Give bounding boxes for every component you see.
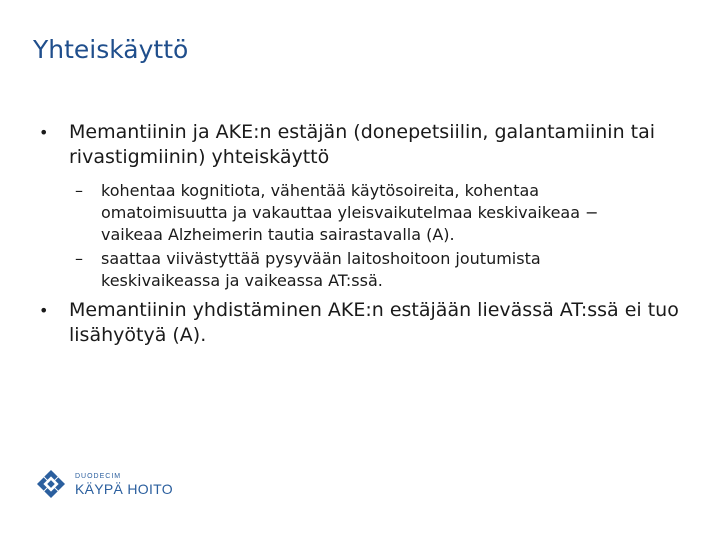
bullet-list [0,120,720,348]
kaypa-hoito-logo [33,466,173,502]
logo-big-text: KÄYPÄ HOITO [75,480,173,497]
bullet-item [0,120,720,292]
bullet-symbol: • [39,301,49,320]
bullet-text: Memantiinin yhdistäminen AKE:n estäjään lievässä AT:ssä ei tuo lisähyötyä (A). [69,299,679,346]
sub-bullet-text: kohentaa kognitiota, vähentää käytösoireita, kohentaa omatoimisuutta ja vakauttaa yleisvaikutelmaa keskivaikeaa − vaikeaa Alzheimerin tautia sairastavalla (A). [101,181,599,244]
sub-bullet-item [0,248,680,292]
sub-bullet-list [69,180,680,292]
bullet-symbol: • [39,123,49,142]
bullet-text: Memantiinin ja AKE:n estäjän (donepetsiilin, galantamiinin tai rivastigmiinin) yhteiskäyttö [69,121,656,168]
diamond-logo-icon [33,466,69,502]
dash-symbol: – [75,249,83,268]
dash-symbol: – [75,181,83,200]
logo-small-text: DUODECIM [75,472,122,480]
sub-bullet-item [0,180,680,246]
logo-wordmark [75,473,173,496]
bullet-item [0,298,720,348]
slide-title: Yhteiskäyttö [33,35,189,64]
sub-bullet-text: saattaa viivästyttää pysyvään laitoshoitoon joutumista keskivaikeassa ja vaikeassa AT:ssä. [101,249,541,290]
